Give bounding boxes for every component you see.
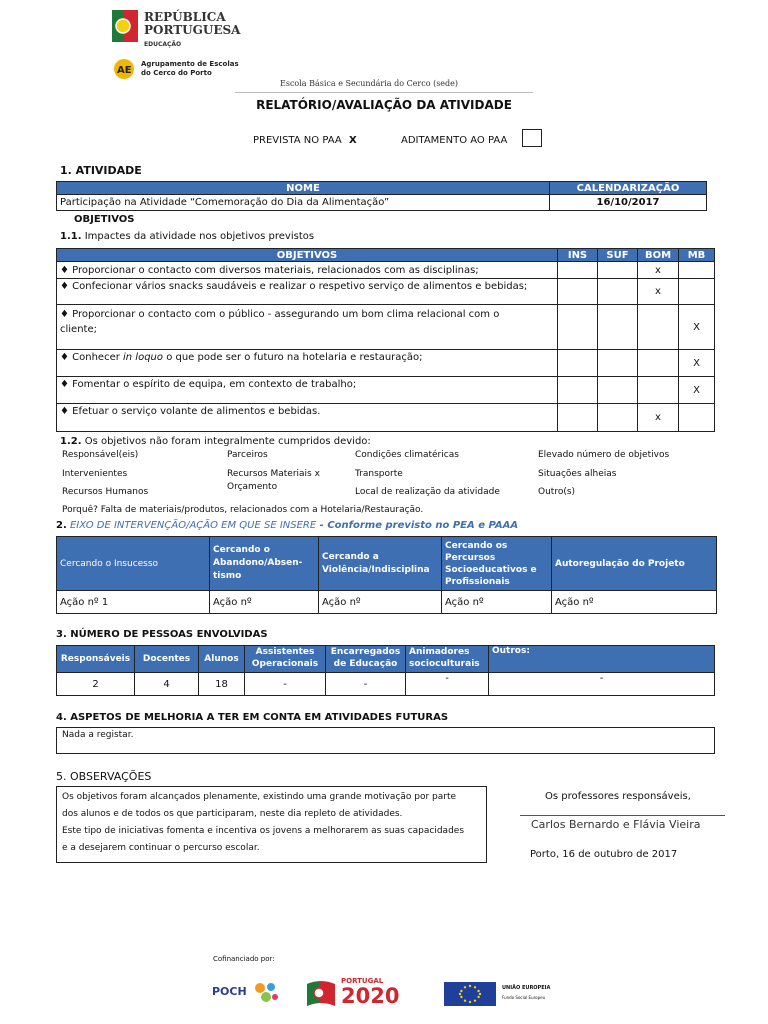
people-col-outros: Outros: (489, 646, 715, 673)
reason-transporte: Transporte (355, 469, 403, 479)
signature-line (520, 815, 725, 816)
obj-suf (598, 279, 638, 305)
people-col-docentes: Docentes (135, 646, 199, 673)
obj-ins (558, 279, 598, 305)
obj-text-pre: ♦ Conhecer (60, 352, 124, 363)
table-row (57, 350, 715, 377)
axis-h0-l0: Cercando o Insucesso (60, 558, 159, 569)
people-h4-l1: de Educação (333, 659, 398, 669)
portugal-2020-logo (305, 976, 427, 1008)
table-row (57, 591, 717, 614)
reason-condicoes: Condições climatéricas (355, 450, 459, 460)
obj-text: ♦ Fomentar o espírito de equipa, em contexto de trabalho; (57, 377, 558, 404)
section-2-note: - Conforme previsto no PEA e PAAA (316, 520, 519, 531)
axis-h3-l0: Cercando os (445, 540, 508, 551)
reason-orcamento: Orçamento (227, 482, 278, 492)
obj-bom (638, 305, 679, 350)
p2020-text: 2020 (341, 984, 400, 1008)
observations-box (56, 786, 487, 863)
government-logo (112, 8, 252, 52)
people-col-assistentes (245, 646, 326, 673)
obj-col-objetivos: OBJETIVOS (57, 249, 558, 262)
objectives-table (56, 248, 715, 432)
obj-suf (598, 262, 638, 279)
poch-text: POCH (212, 985, 247, 998)
axis-insucesso (57, 537, 210, 591)
reason-responsaveis: Responsável(eis) (62, 450, 139, 460)
obj-text: ♦ Confecionar vários snacks saudáveis e realizar o respetivo serviço de alimentos e bebidas; (57, 279, 558, 305)
obj-mb (679, 262, 715, 279)
reason-situacoes: Situações alheias (538, 469, 617, 479)
people-value: - (326, 673, 406, 696)
obj-mb: X (679, 305, 715, 350)
eu-stars-icon (444, 982, 496, 1006)
signature-names: Carlos Bernardo e Flávia Vieira (531, 818, 701, 831)
people-col-encarregados (326, 646, 406, 673)
sub-1-1 (60, 231, 314, 242)
section-1-title: 1. ATIVIDADE (60, 164, 142, 177)
col-calendarizacao: CALENDARIZAÇÃO (550, 182, 707, 195)
eu-flag (444, 982, 496, 1006)
gov-title-line1: REPÚBLICA (144, 10, 226, 24)
portugal-2020-flag-icon (305, 978, 337, 1008)
axis-h3-l2: Socioeducativos e (445, 564, 537, 575)
gov-title-line2: PORTUGUESA (144, 23, 241, 37)
obj-bom: x (638, 279, 679, 305)
obj-text: ♦ Efetuar o serviço volante de alimentos e bebidas. (57, 404, 558, 432)
axis-h2-l1: Violência/Indisciplina (322, 564, 430, 575)
people-value: - (245, 673, 326, 696)
col-nome: NOME (57, 182, 550, 195)
table-row (57, 262, 715, 279)
portugal-text: PORTUGAL (341, 977, 384, 985)
obj-suf (598, 350, 638, 377)
aditamento-checkbox[interactable] (522, 129, 542, 147)
observation-line: e a desejarem continuar o percurso escolar. (62, 843, 260, 853)
sub-1-1-text: Impactes da atividade nos objetivos previstos (84, 231, 315, 242)
place-date: Porto, 16 de outubro de 2017 (530, 849, 678, 860)
portugal-emblem-icon (112, 10, 138, 42)
obj-text-em: in loquo (123, 352, 164, 363)
axis-value: Ação nº 1 (57, 591, 210, 614)
obj-ins (558, 262, 598, 279)
activity-name: Participação na Atividade “Comemoração do Dia da Alimentação” (57, 195, 550, 211)
people-value: 2 (57, 673, 135, 696)
axis-h3-l3: Profissionais (445, 576, 510, 587)
table-row (57, 279, 715, 305)
section-4-title: 4. ASPETOS DE MELHORIA A TER EM CONTA EM ATIVIDADES FUTURAS (56, 712, 449, 723)
improvements-text: Nada a registar. (62, 730, 134, 740)
people-value: 18 (199, 673, 245, 696)
axis-h3-l1: Percursos (445, 552, 496, 563)
table-row (57, 404, 715, 432)
obj-bom: x (638, 404, 679, 432)
school-line2: do Cerco do Porto (141, 69, 212, 77)
people-h3-l0: Assistentes (255, 647, 315, 657)
prevista-label: PREVISTA NO PAA (253, 135, 342, 146)
obj-text-post: o que pode ser o futuro na hotelaria e restauração; (163, 352, 423, 363)
observation-line: Este tipo de iniciativas fomenta e incentiva os jovens a melhorarem as suas capacidades (62, 826, 465, 836)
obj-ins (558, 305, 598, 350)
obj-suf (598, 404, 638, 432)
axis-abandono (210, 537, 319, 591)
obj-bom (638, 350, 679, 377)
objetivos-label: OBJETIVOS (74, 214, 135, 225)
reason-recursos-humanos: Recursos Humanos (62, 487, 149, 497)
people-value: - (406, 673, 489, 696)
axis-h4-l0: Autoregulação do Projeto (555, 558, 685, 569)
axis-value: Ação nº (552, 591, 717, 614)
obj-text (57, 350, 558, 377)
people-h4-l0: Encarregados (330, 647, 401, 657)
sub-1-2-num: 1.2. (60, 436, 82, 447)
axis-value: Ação nº (319, 591, 442, 614)
sub-1-1-num: 1.1. (60, 231, 82, 242)
obj-bom: x (638, 262, 679, 279)
poch-mark-icon (252, 980, 280, 1004)
eu-label: UNIÃO EUROPEIA (502, 985, 551, 991)
sub-1-2 (60, 436, 371, 447)
axis-value: Ação nº (442, 591, 552, 614)
people-col-animadores (406, 646, 489, 673)
porque-text: Porquê? Falta de materiais/produtos, relacionados com a Hotelaria/Restauração. (62, 505, 424, 515)
obj-mb: X (679, 377, 715, 404)
people-value: - (489, 673, 715, 696)
obj-bom (638, 377, 679, 404)
axis-value: Ação nº (210, 591, 319, 614)
observation-line: dos alunos e de todos os que participaram, neste dia repleto de atividades. (62, 809, 403, 819)
obj-text-b: cliente; (60, 324, 97, 335)
header-rule (235, 92, 533, 93)
activity-date: 16/10/2017 (550, 195, 707, 211)
obj-text-a: ♦ Proporcionar o contacto com o público - assegurando um bom clima relacional com o (60, 309, 500, 320)
reason-outros: Outro(s) (538, 487, 576, 497)
table-row (57, 673, 715, 696)
poch-logo (212, 980, 282, 1004)
gov-sub: EDUCAÇÃO (144, 41, 182, 48)
signature-label: Os professores responsáveis, (545, 791, 691, 802)
obj-suf (598, 377, 638, 404)
axis-table (56, 536, 717, 614)
axis-h1-l0: Cercando o (213, 545, 270, 555)
sub-1-2-text: Os objetivos não foram integralmente cumpridos devido: (84, 436, 371, 447)
school-line1: Agrupamento de Escolas (141, 60, 239, 68)
reason-parceiros: Parceiros (227, 450, 268, 460)
section-2-title (56, 520, 518, 531)
obj-ins (558, 377, 598, 404)
obj-col-ins: INS (558, 249, 598, 262)
obj-text: ♦ Proporcionar o contacto com diversos materiais, relacionados com as disciplinas; (57, 262, 558, 279)
section-2-text: EIXO DE INTERVENÇÃO/AÇÃO EM QUE SE INSERE (69, 520, 317, 531)
obj-col-suf: SUF (598, 249, 638, 262)
school-sub: Escola Básica e Secundária do Cerco (sede) (280, 79, 459, 88)
aditamento-label: ADITAMENTO AO PAA (401, 135, 508, 146)
fse-label: Fundo Social Europeu (502, 995, 546, 1000)
people-h5-l0: Animadores (409, 647, 470, 657)
people-h3-l1: Operacionais (251, 659, 319, 669)
reason-elevado: Elevado número de objetivos (538, 450, 670, 460)
people-col-responsaveis: Responsáveis (57, 646, 135, 673)
reason-local: Local de realização da atividade (355, 487, 500, 497)
page-title: RELATÓRIO/AVALIAÇÃO DA ATIVIDADE (256, 98, 512, 112)
reason-recursos-materiais: Recursos Materiais x (227, 469, 320, 479)
axis-h1-l2: tismo (213, 571, 242, 581)
cofinanciado-label: Cofinanciado por: (213, 955, 275, 963)
school-logo (113, 58, 273, 82)
people-table (56, 645, 715, 696)
people-col-alunos: Alunos (199, 646, 245, 673)
obj-suf (598, 305, 638, 350)
observation-line: Os objetivos foram alcançados plenamente, existindo uma grande motivação por parte (62, 792, 457, 802)
section-2-num: 2. (56, 520, 67, 531)
axis-h2-l0: Cercando a (322, 551, 379, 562)
section-3-title: 3. NÚMERO DE PESSOAS ENVOLVIDAS (56, 629, 268, 640)
people-value: 4 (135, 673, 199, 696)
school-emblem-icon (113, 58, 135, 80)
table-row (57, 305, 715, 350)
table-row (57, 377, 715, 404)
obj-ins (558, 404, 598, 432)
obj-col-bom: BOM (638, 249, 679, 262)
people-h5-l1: socioculturais (409, 659, 480, 669)
obj-ins (558, 350, 598, 377)
axis-h1-l1: Abandono/Absen- (213, 558, 303, 568)
prevista-mark: X (349, 135, 357, 146)
obj-mb (679, 404, 715, 432)
obj-col-mb: MB (679, 249, 715, 262)
section-5-title: 5. OBSERVAÇÕES (56, 770, 152, 783)
svg-text:AE: AE (117, 65, 132, 76)
activity-table (56, 181, 707, 211)
improvements-box (56, 727, 715, 754)
axis-violencia (319, 537, 442, 591)
obj-mb: X (679, 350, 715, 377)
axis-autoregulacao (552, 537, 717, 591)
obj-text (57, 305, 558, 350)
reason-intervenientes: Intervenientes (62, 469, 128, 479)
obj-mb (679, 279, 715, 305)
axis-percursos (442, 537, 552, 591)
